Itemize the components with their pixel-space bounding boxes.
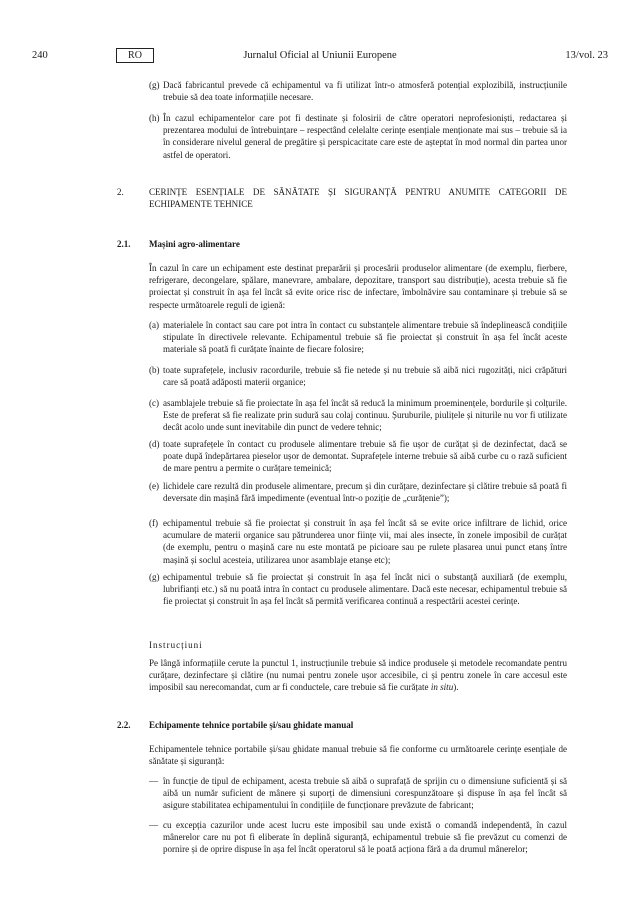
list-item [149,319,567,356]
item-label: (c) [149,398,160,408]
item-label: (g) [149,80,160,90]
item-text: toate suprafețele, inclusiv racordurile, trebuie să fie netede și nu trebuie să aibă nici rugozități, nici crăpături care să poată adăposti materii organice; [163,365,567,388]
list-item [149,397,567,434]
list-item [149,480,567,504]
item-label: (a) [149,320,160,330]
list-item [149,775,567,812]
item-label: (f) [149,518,159,528]
instructions-text: Pe lângă informațiile cerute la punctul 1, instrucțiunile trebuie să indice produsele și metodele recomandate pentru curățare, dezinfectare și clătire (nu numai pentru zonele ușor accesibile, ci și pentru zonele în care accesul este imposibil sau nerecomandat, cum ar fi conductele, care trebuie să fie curățate [149,658,567,693]
bullet-dash: — [149,820,159,830]
item-text: materialele în contact sau care pot intra în contact cu substanțele alimentare trebuie să îndeplinească condițiile stipulate în directivele relevante. Echipamentul trebuie să fie proiectat și construit în așa fel încât aceste materiale să poată fi curățate înainte de fiecare folosire; [163,320,567,355]
item-text: toate suprafețele în contact cu produsele alimentare trebuie să fie ușor de curățat și de dezinfectat, dacă se poate după îndepărtarea pieselor ușor de demontat. Suprafețele interne trebuie să aibă curbe cu o rază suficient de mare pentru a permite o curățare temeinică; [163,439,567,474]
list-item [149,364,567,388]
item-text: echipamentul trebuie să fie proiectat și construit în așa fel încât să se evite orice infiltrare de lichid, orice acumulare de materii organice sau pătrunderea unor ființe vii, mai ales insecte, în zonele imposibil de curățat (de exemplu, pentru o mașină care nu este montată pe picioare sau pe rulete plasarea unui punct etanș între mașină și soclul acesteia, utilizarea unor asamblaje etanșe etc); [163,518,567,565]
section-number: 2. [117,187,124,197]
subsection-title: Echipamente tehnice portabile și/sau ghidate manual [149,720,354,730]
item-text: În cazul echipamentelor care pot fi destinate și folosirii de către operatori neprofesioniști, redactarea și prezentarea modului de întrebuințare – respectând celelalte cerințe esențiale menționate mai sus – trebuie să ia în considerare nivelul general de pregătire și perspicacitate care este de așteptat în mod normal din partea unor astfel de operatori. [163,113,567,160]
item-text: Dacă fabricantul prevede că echipamentul va fi utilizat într-o atmosferă potențial explozibilă, instrucțiunile trebuie să dea toate informațiile necesare. [163,80,567,103]
list-item [149,819,567,856]
item-label: (h) [149,113,160,123]
subsection-number: 2.2. [117,720,131,730]
instructions-italic: in situ [430,682,454,693]
list-item [149,79,567,103]
instructions-heading: Instrucțiuni [149,640,203,650]
instructions-text-end: ). [453,682,459,693]
bullet-dash: — [149,776,159,786]
instructions-paragraph [149,657,567,694]
item-text: echipamentul trebuie să fie proiectat și construit în așa fel încât nici o substanță auxiliară (de exemplu, lubrifianți etc.) să nu poată intra în contact cu produsele alimentare. Dacă este necesar, echipamentul trebuie să fie proiectat și construit în așa fel încât să permită verificarea continuă a respectării acestei cerințe. [163,572,567,607]
item-label: (g) [149,572,160,582]
section-title: CERINȚE ESENȚIALE DE SĂNĂTATE ȘI SIGURANȚĂ PENTRU ANUMITE CATEGORII DE ECHIPAMENTE TEHNICE [149,187,567,210]
journal-title: Jurnalul Oficial al Uniunii Europene [243,50,397,61]
item-label: (e) [149,481,160,491]
list-item [149,571,567,608]
page-header [32,50,608,66]
paragraph: Echipamentele tehnice portabile și/sau ghidate manual trebuie să fie conforme cu următoarele cerințe esențiale de sănătate și siguranță: [149,744,567,767]
language-badge: RO [116,48,154,63]
item-label: (d) [149,439,160,449]
subsection-title: Mașini agro-alimentare [149,239,240,249]
list-item [149,112,567,161]
paragraph: În cazul în care un echipament este destinat preparării și procesării produselor alimentare (de exemplu, fierbere, refrigerare, decongelare, spălare, manevrare, ambalare, depozitare, transport sau distribuție), acesta trebuie să fie proiectat și construit în așa fel încât să evite orice risc de infectare, îmbolnăvire sau contaminare și trebuie să se respecte următoarele reguli de igienă: [149,263,567,310]
item-text: cu excepția cazurilor unde acest lucru este imposibil sau unde există o comandă independentă, în cazul mânerelor care nu pot fi eliberate în deplină siguranță, echipamentul trebuie să fie prevăzut cu comenzi de pornire și de oprire dispuse în așa fel încât operatorul să le poată acționa fără a da drumul mânerelor; [163,820,567,855]
list-item [149,438,567,475]
item-text: lichidele care rezultă din produsele alimentare, precum și din curățare, dezinfectare și clătire trebuie să poată fi deversate din mașină fără impedimente (eventual într-o poziție de „curățenie”); [163,481,567,504]
volume-number: 13/vol. 23 [565,50,608,61]
page-number: 240 [32,50,48,61]
subsection-number: 2.1. [117,239,131,249]
item-text: asamblajele trebuie să fie proiectate în așa fel încât să reducă la minimum proeminențele, bordurile și colțurile. Este de preferat să fie realizate prin sudură sau colaj continuu. Șuruburile, piulițele și niturile nu vor fi utilizate decât acolo unde sunt inevitabile din punct de vedere tehnic; [163,398,567,433]
item-label: (b) [149,365,160,375]
item-text: în funcție de tipul de echipament, acesta trebuie să aibă o suprafață de sprijin cu o dimensiune suficientă și să aibă un număr suficient de mânere și suporți de dimensiuni corespunzătoare și dispuse în așa fel încât să asigure stabilitatea echipamentului în condițiile de funcționare prevăzute de fabricant; [163,776,567,811]
list-item [149,517,567,566]
